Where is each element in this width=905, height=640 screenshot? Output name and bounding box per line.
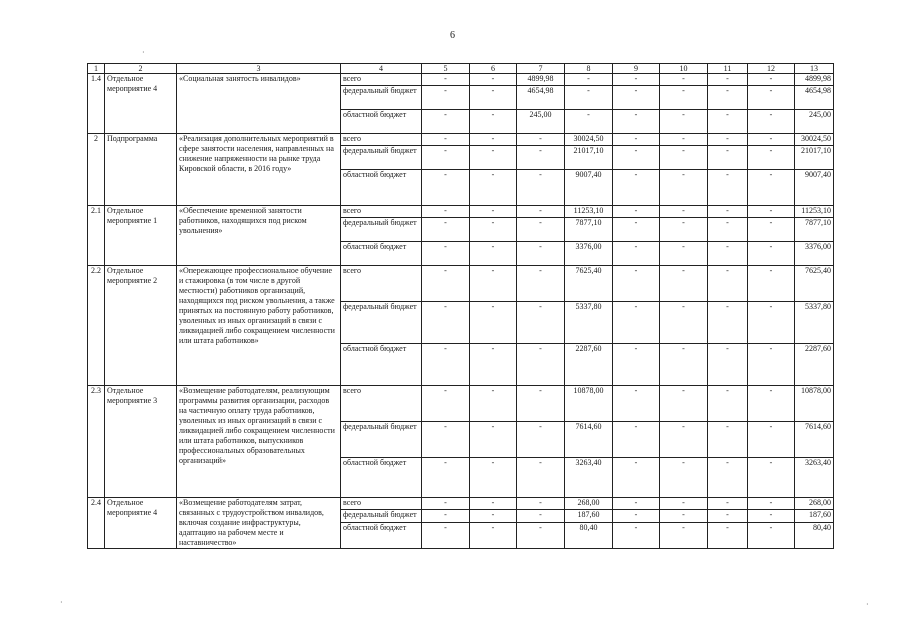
value-cell-c10: - [660,170,708,206]
row-type: Отдельное мероприятие 2 [105,266,177,386]
value-cell-c5: - [422,206,470,218]
value-cell-c5: - [422,242,470,266]
value-cell-c9: - [613,422,660,458]
value-cell-c13: 187,60 [795,509,834,522]
column-header: 13 [795,64,834,74]
value-cell-c8: 7625,40 [565,266,613,302]
value-cell-c9: - [613,458,660,498]
value-cell-c10: - [660,498,708,510]
value-cell-c6: - [470,74,517,86]
value-cell-c12: - [748,422,795,458]
value-cell-c6: - [470,242,517,266]
value-cell-c7: - [517,242,565,266]
value-cell-c9: - [613,498,660,510]
page-number: 6 [450,30,455,41]
value-cell-c10: - [660,206,708,218]
value-cell-c11: - [708,146,748,170]
value-cell-c6: - [470,302,517,344]
funding-source: областной бюджет [341,522,422,548]
value-cell-c11: - [708,134,748,146]
value-cell-c6: - [470,146,517,170]
value-cell-c10: - [660,134,708,146]
row-name: «Реализация дополнительных мероприятий в сфере занятости населения, направленных на снижение напряженности на рынке труда Кировской области, в 2016 году» [177,134,341,206]
value-cell-c13: 2287,60 [795,344,834,386]
value-cell-c11: - [708,86,748,110]
funding-source: федеральный бюджет [341,302,422,344]
value-cell-c7: - [517,218,565,242]
value-cell-c12: - [748,146,795,170]
value-cell-c5: - [422,170,470,206]
value-cell-c13: 3263,40 [795,458,834,498]
value-cell-c11: - [708,509,748,522]
value-cell-c5: - [422,110,470,134]
value-cell-c7: - [517,386,565,422]
value-cell-c12: - [748,458,795,498]
value-cell-c8: 7877,10 [565,218,613,242]
value-cell-c11: - [708,206,748,218]
value-cell-c6: - [470,86,517,110]
funding-source: всего [341,386,422,422]
value-cell-c12: - [748,266,795,302]
value-cell-c9: - [613,206,660,218]
value-cell-c5: - [422,498,470,510]
funding-source: областной бюджет [341,242,422,266]
value-cell-c13: 21017,10 [795,146,834,170]
value-cell-c13: 3376,00 [795,242,834,266]
row-number: 1.4 [88,74,105,134]
value-cell-c10: - [660,110,708,134]
value-cell-c9: - [613,509,660,522]
value-cell-c6: - [470,110,517,134]
value-cell-c7: - [517,509,565,522]
value-cell-c13: 11253,10 [795,206,834,218]
value-cell-c6: - [470,134,517,146]
value-cell-c9: - [613,74,660,86]
value-cell-c13: 7614,60 [795,422,834,458]
value-cell-c7: - [517,302,565,344]
value-cell-c6: - [470,422,517,458]
value-cell-c5: - [422,522,470,548]
row-name: «Возмещение работодателям, реализующим программы развития организации, расходов на частичную оплату труда работников, уволенных из иных организаций в связи с ликвидацией либо сокращением численности или штата работников, выпускников профессиональных образовательных организаций» [177,386,341,498]
funding-source: областной бюджет [341,170,422,206]
value-cell-c6: - [470,509,517,522]
value-cell-c8: 2287,60 [565,344,613,386]
table-row [88,134,834,146]
funding-source: федеральный бюджет [341,146,422,170]
value-cell-c9: - [613,134,660,146]
value-cell-c6: - [470,218,517,242]
value-cell-c8: 21017,10 [565,146,613,170]
table-body [88,64,834,549]
value-cell-c13: 4899,98 [795,74,834,86]
row-type: Отдельное мероприятие 4 [105,74,177,134]
value-cell-c11: - [708,302,748,344]
scan-speck: · [60,598,63,607]
value-cell-c10: - [660,458,708,498]
value-cell-c9: - [613,242,660,266]
value-cell-c8: 7614,60 [565,422,613,458]
value-cell-c7: 4654,98 [517,86,565,110]
column-header: 6 [470,64,517,74]
value-cell-c11: - [708,266,748,302]
value-cell-c11: - [708,522,748,548]
value-cell-c5: - [422,344,470,386]
table-row [88,266,834,302]
value-cell-c10: - [660,509,708,522]
value-cell-c8: 268,00 [565,498,613,510]
column-header: 11 [708,64,748,74]
column-header: 8 [565,64,613,74]
value-cell-c5: - [422,86,470,110]
value-cell-c11: - [708,422,748,458]
value-cell-c8: 10878,00 [565,386,613,422]
value-cell-c7: - [517,206,565,218]
column-header: 10 [660,64,708,74]
value-cell-c11: - [708,74,748,86]
value-cell-c9: - [613,386,660,422]
funding-source: всего [341,266,422,302]
value-cell-c5: - [422,146,470,170]
value-cell-c12: - [748,522,795,548]
value-cell-c12: - [748,242,795,266]
value-cell-c8: 187,60 [565,509,613,522]
value-cell-c13: 9007,40 [795,170,834,206]
value-cell-c6: - [470,522,517,548]
funding-source: федеральный бюджет [341,218,422,242]
value-cell-c9: - [613,522,660,548]
column-header: 1 [88,64,105,74]
header-row [88,64,834,74]
column-header: 7 [517,64,565,74]
column-header: 9 [613,64,660,74]
value-cell-c11: - [708,110,748,134]
value-cell-c10: - [660,302,708,344]
value-cell-c8: 3376,00 [565,242,613,266]
value-cell-c13: 245,00 [795,110,834,134]
row-name: «Возмещение работодателям затрат, связанных с трудоустройством инвалидов, включая создание инфраструктуры, адаптацию на рабочем месте и наставничество» [177,498,341,549]
value-cell-c8: - [565,86,613,110]
funding-source: областной бюджет [341,458,422,498]
value-cell-c12: - [748,386,795,422]
value-cell-c13: 80,40 [795,522,834,548]
column-header: 5 [422,64,470,74]
value-cell-c5: - [422,509,470,522]
column-header: 12 [748,64,795,74]
value-cell-c12: - [748,86,795,110]
table-row [88,498,834,510]
value-cell-c8: - [565,110,613,134]
value-cell-c10: - [660,146,708,170]
value-cell-c13: 10878,00 [795,386,834,422]
row-number: 2.1 [88,206,105,266]
value-cell-c8: 30024,50 [565,134,613,146]
value-cell-c11: - [708,458,748,498]
value-cell-c7: 4899,98 [517,74,565,86]
value-cell-c10: - [660,522,708,548]
value-cell-c6: - [470,344,517,386]
row-number: 2.4 [88,498,105,549]
value-cell-c12: - [748,498,795,510]
value-cell-c12: - [748,218,795,242]
row-name: «Социальная занятость инвалидов» [177,74,341,134]
value-cell-c12: - [748,509,795,522]
value-cell-c9: - [613,86,660,110]
funding-source: федеральный бюджет [341,86,422,110]
value-cell-c8: 3263,40 [565,458,613,498]
value-cell-c11: - [708,242,748,266]
value-cell-c12: - [748,206,795,218]
value-cell-c7: 245,00 [517,110,565,134]
value-cell-c13: 268,00 [795,498,834,510]
row-number: 2 [88,134,105,206]
value-cell-c7: - [517,498,565,510]
funding-source: федеральный бюджет [341,509,422,522]
table-row [88,386,834,422]
value-cell-c7: - [517,422,565,458]
value-cell-c9: - [613,344,660,386]
value-cell-c10: - [660,386,708,422]
column-header: 4 [341,64,422,74]
value-cell-c13: 30024,50 [795,134,834,146]
column-header: 3 [177,64,341,74]
value-cell-c12: - [748,110,795,134]
value-cell-c7: - [517,344,565,386]
value-cell-c9: - [613,146,660,170]
funding-source: федеральный бюджет [341,422,422,458]
value-cell-c8: - [565,74,613,86]
value-cell-c6: - [470,266,517,302]
value-cell-c5: - [422,422,470,458]
budget-table [87,63,834,549]
value-cell-c6: - [470,170,517,206]
value-cell-c9: - [613,266,660,302]
value-cell-c8: 80,40 [565,522,613,548]
funding-source: всего [341,498,422,510]
value-cell-c6: - [470,498,517,510]
row-type: Отдельное мероприятие 4 [105,498,177,549]
value-cell-c9: - [613,302,660,344]
funding-source: областной бюджет [341,344,422,386]
value-cell-c5: - [422,458,470,498]
value-cell-c13: 7625,40 [795,266,834,302]
value-cell-c13: 7877,10 [795,218,834,242]
value-cell-c10: - [660,422,708,458]
value-cell-c7: - [517,146,565,170]
value-cell-c9: - [613,110,660,134]
value-cell-c12: - [748,74,795,86]
value-cell-c10: - [660,218,708,242]
value-cell-c5: - [422,134,470,146]
value-cell-c12: - [748,302,795,344]
value-cell-c13: 4654,98 [795,86,834,110]
column-header: 2 [105,64,177,74]
value-cell-c11: - [708,386,748,422]
value-cell-c5: - [422,266,470,302]
value-cell-c6: - [470,386,517,422]
row-name: «Опережающее профессиональное обучение и стажировка (в том числе в другой местности) работников организаций, находящихся под риском увольнения, а также принятых на постоянную работу работников, уволенных из иных организаций в связи с ликвидацией либо сокращением численности или штата работников» [177,266,341,386]
value-cell-c8: 9007,40 [565,170,613,206]
row-number: 2.2 [88,266,105,386]
funding-source: всего [341,134,422,146]
value-cell-c8: 5337,80 [565,302,613,344]
funding-source: всего [341,206,422,218]
value-cell-c12: - [748,134,795,146]
value-cell-c10: - [660,266,708,302]
value-cell-c7: - [517,266,565,302]
row-type: Подпрограмма [105,134,177,206]
value-cell-c7: - [517,458,565,498]
value-cell-c5: - [422,386,470,422]
value-cell-c11: - [708,170,748,206]
table-row [88,206,834,218]
value-cell-c6: - [470,458,517,498]
row-name: «Обеспечение временной занятости работников, находящихся под риском увольнения» [177,206,341,266]
table-row [88,74,834,86]
scan-speck: · [866,600,869,609]
funding-source: областной бюджет [341,110,422,134]
value-cell-c11: - [708,498,748,510]
funding-source: всего [341,74,422,86]
value-cell-c12: - [748,170,795,206]
value-cell-c13: 5337,80 [795,302,834,344]
value-cell-c9: - [613,170,660,206]
value-cell-c5: - [422,218,470,242]
row-type: Отдельное мероприятие 3 [105,386,177,498]
value-cell-c5: - [422,74,470,86]
value-cell-c10: - [660,344,708,386]
row-number: 2.3 [88,386,105,498]
value-cell-c7: - [517,522,565,548]
value-cell-c10: - [660,74,708,86]
value-cell-c6: - [470,206,517,218]
value-cell-c10: - [660,86,708,110]
value-cell-c7: - [517,170,565,206]
value-cell-c9: - [613,218,660,242]
value-cell-c12: - [748,344,795,386]
value-cell-c11: - [708,218,748,242]
value-cell-c5: - [422,302,470,344]
row-type: Отдельное мероприятие 1 [105,206,177,266]
value-cell-c11: - [708,344,748,386]
value-cell-c8: 11253,10 [565,206,613,218]
scan-speck: · [142,48,145,57]
value-cell-c10: - [660,242,708,266]
value-cell-c7: - [517,134,565,146]
